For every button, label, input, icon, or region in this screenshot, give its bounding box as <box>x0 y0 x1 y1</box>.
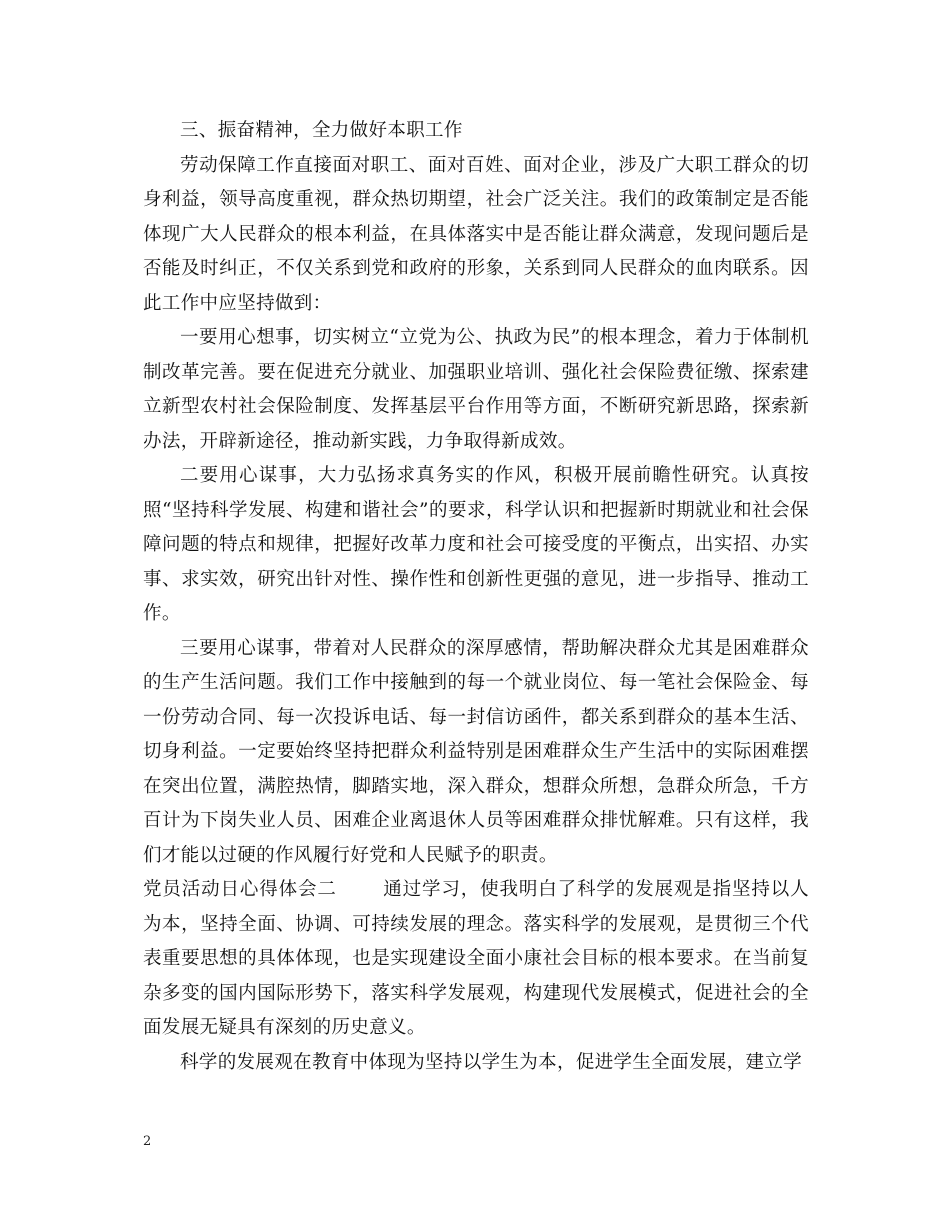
section-title: 党员活动日心得体会二 <box>143 879 337 900</box>
section-two-paragraph <box>143 873 809 1046</box>
section-intro: 通过学习，使我明白了科学的发展观是指坚持以人为本，坚持全面、协调、可持续发展的理念。落实科学的发展观，是贯彻三个代表重要思想的具体体现，也是实现建设全面小康社会目标的根本要求。在当前复杂多变的国内国际形势下，落实科学发展观，构建现代发展模式，促进社会的全面发展无疑具有深刻的历史意义。 <box>143 879 809 1038</box>
page-number: 2 <box>143 1134 152 1149</box>
section-heading: 三、振奋精神，全力做好本职工作 <box>180 120 463 141</box>
body-paragraph: 科学的发展观在教育中体现为坚持以学生为本，促进学生全面发展，建立学 <box>180 1051 803 1073</box>
body-paragraph: 二要用心谋事，大力弘扬求真务实的作风，积极开展前瞻性研究。认真按照“坚持科学发展、构建和谐社会”的要求，科学认识和把握新时期就业和社会保障问题的特点和规律，把握好改革力度和社会可接受度的平衡点，出实招、办实事、求实效，研究出针对性、操作性和创新性更强的意见，进一步指导、推动工作。 <box>143 465 809 624</box>
body-paragraph: 一要用心想事，切实树立“立党为公、执政为民”的根本理念，着力于体制机制改革完善。要在促进充分就业、加强职业培训、强化社会保险费征缴、探索建立新型农村社会保险制度、发挥基层平台作用等方面，不断研究新思路，探索新办法，开辟新途径，推动新实践，力争取得新成效。 <box>143 327 809 452</box>
document-body <box>143 114 809 1080</box>
body-paragraph: 三要用心谋事，带着对人民群众的深厚感情，帮助解决群众尤其是困难群众的生产生活问题。我们工作中接触到的每一个就业岗位、每一笔社会保险金、每一份劳动合同、每一次投诉电话、每一封信访函件，都关系到群众的基本生活、切身利益。一定要始终坚持把群众利益特别是困难群众生产生活中的实际困难摆在突出位置，满腔热情，脚踏实地，深入群众，想群众所想，急群众所急，千方百计为下岗失业人员、困难企业离退休人员等困难群众排忧解难。只有这样，我们才能以过硬的作风履行好党和人民赋予的职责。 <box>143 637 809 866</box>
body-paragraph: 劳动保障工作直接面对职工、面对百姓、面对企业，涉及广大职工群众的切身利益，领导高度重视，群众热切期望，社会广泛关注。我们的政策制定是否能体现广大人民群众的根本利益，在具体落实中是否能让群众满意，发现问题后是否能及时纠正，不仅关系到党和政府的形象，关系到同人民群众的血肉联系。因此工作中应坚持做到： <box>143 154 809 314</box>
